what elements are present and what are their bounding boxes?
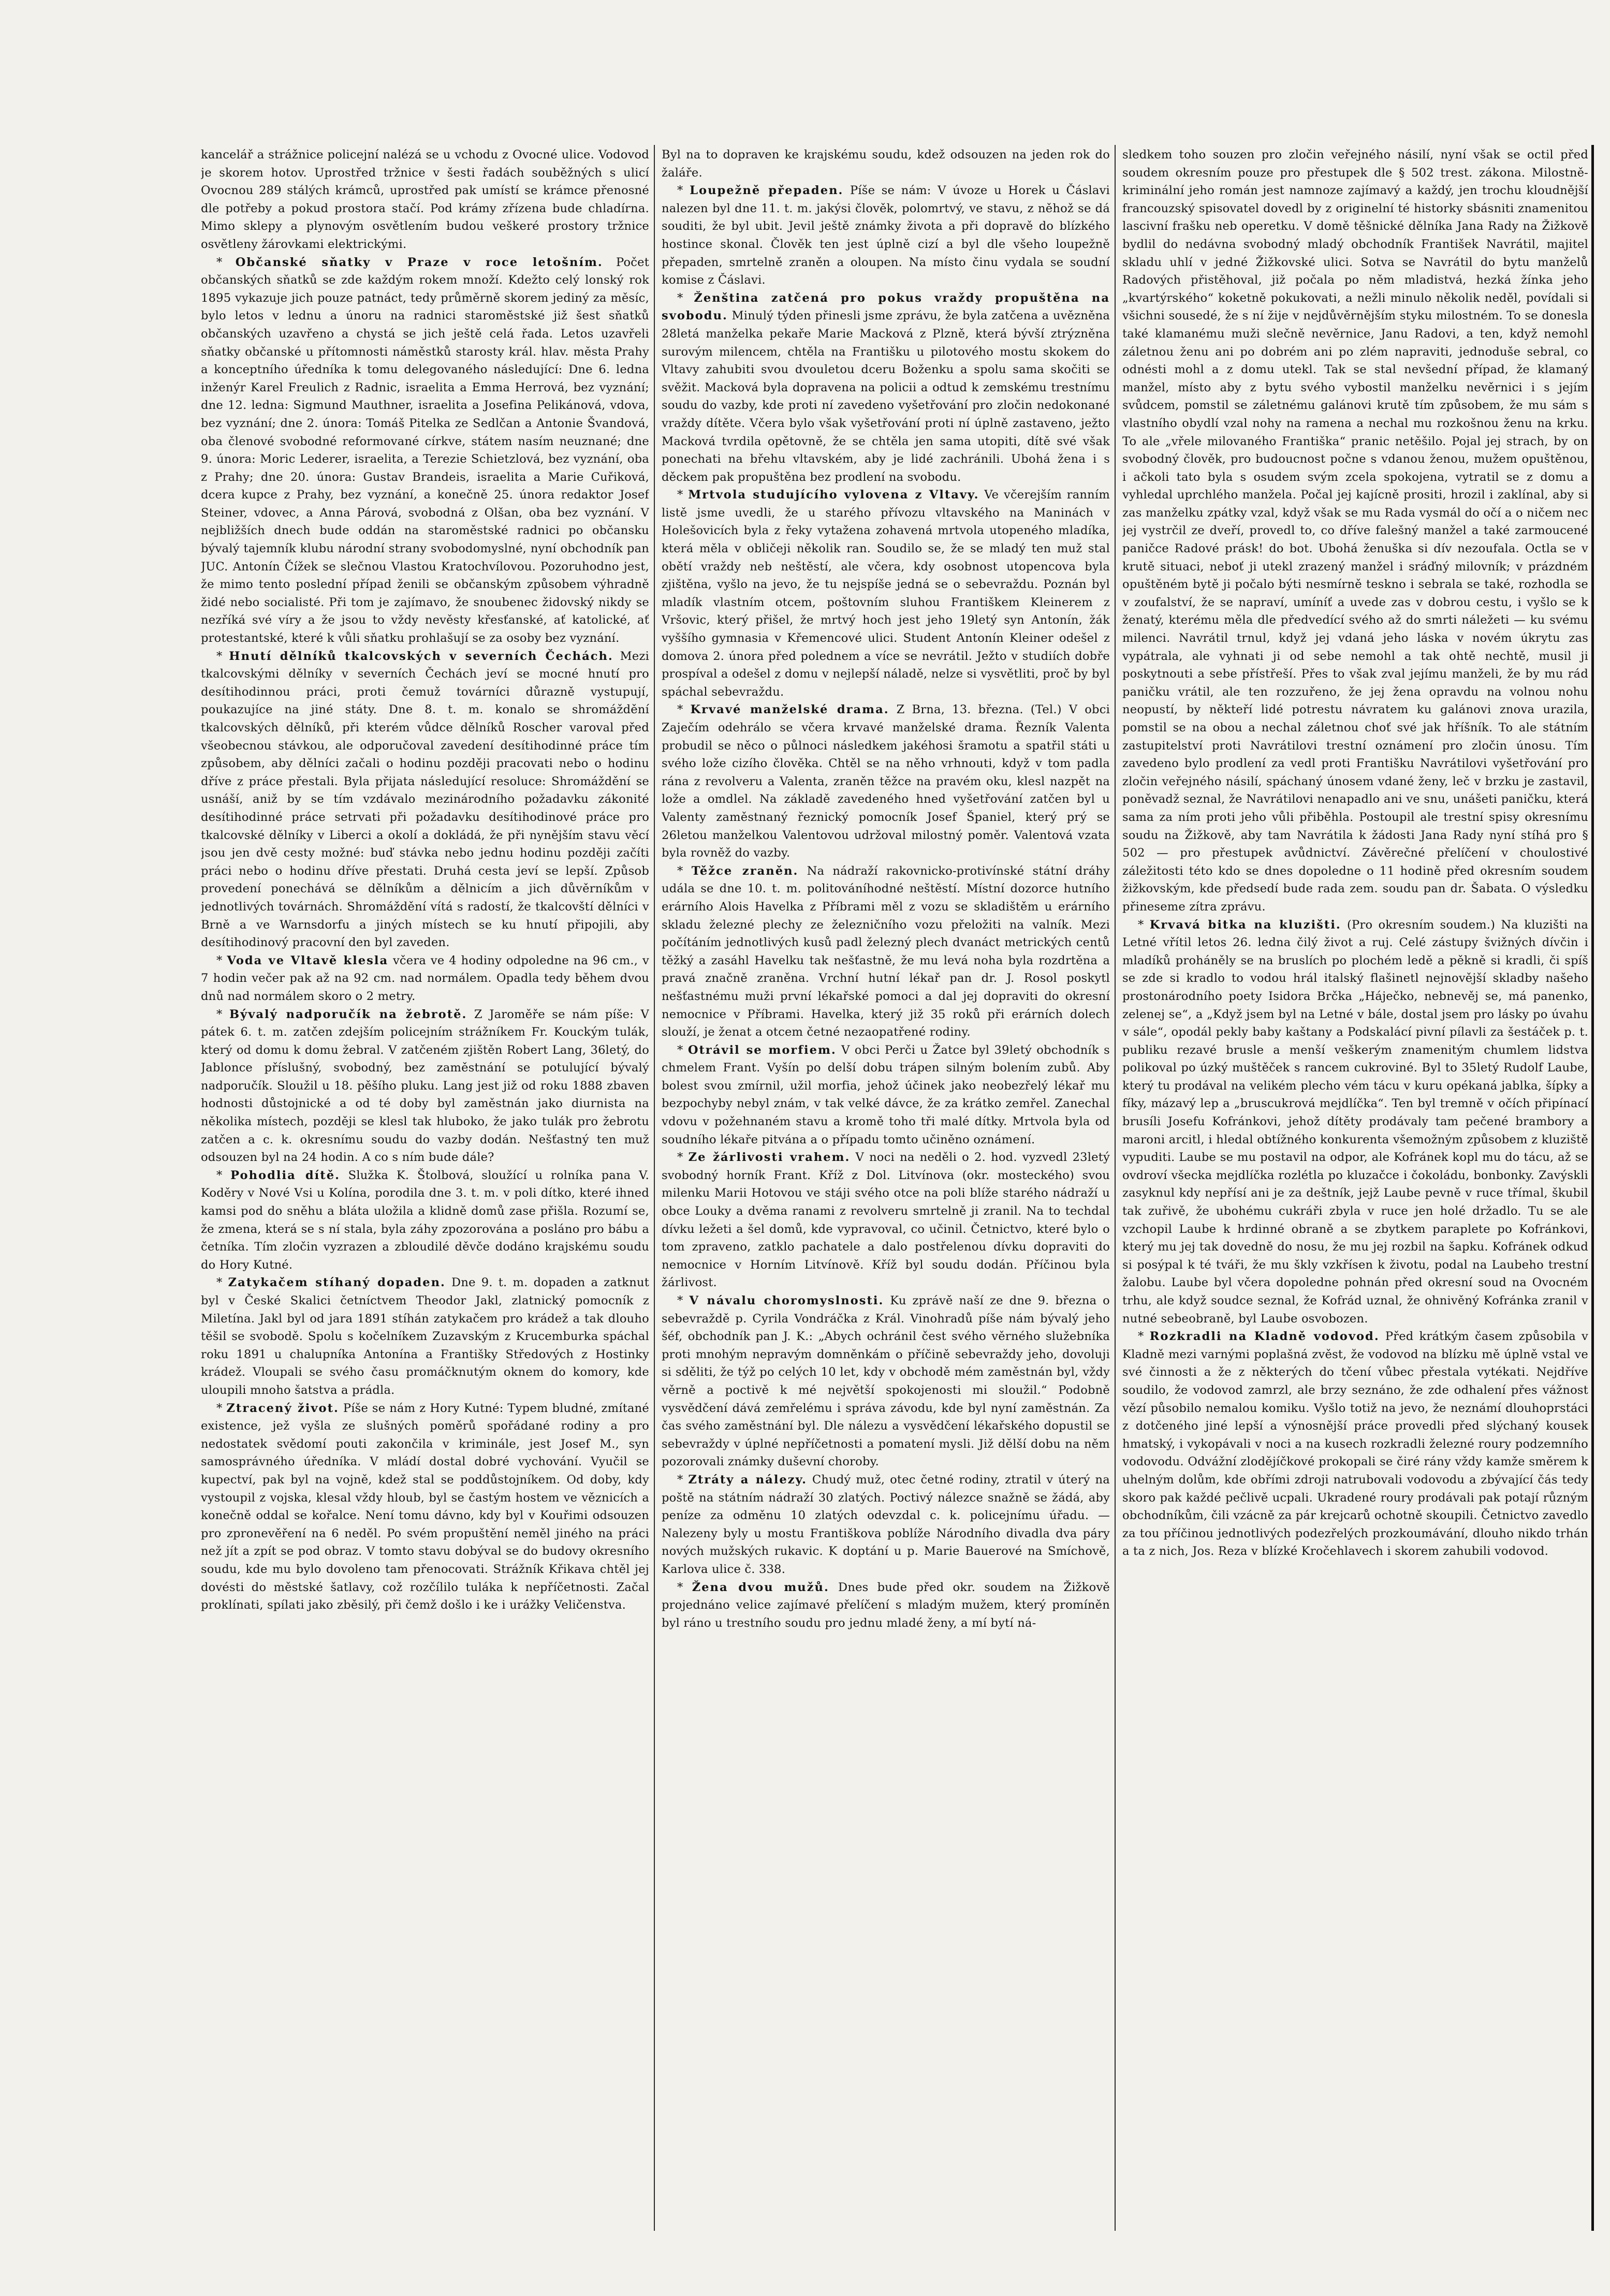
- article-text: (Pro okresním soudem.) Na kluzišti na Letné vřítil letos 26. ledna čilý život a ruj. Celé zástupy švižných dívčin i mladíků proháněly se na bruslích po plochém ledě a pěkně si kradli, či spíš se zde si kradlo to vodou hrál italský flašinetl nejnovější skladby našeho prostonárodního poety Isidora Brčka „Háječko, nebnevěj se, má panenko, zelenej se“, a „Když jsem byl na Letné v bále, dostal jsem pro lásky po úvahu v sále“, opodál pekly baby kaštany a Podskalácí pivní pílavli za šestáček p. t. publiku rezavé brusle a menší veškerým znamenitým chumlem lidstva polikoval po úzký muštěček s rancem cukroviné. Byl to 35letý Rudolf Laube, který tu prodával na velikém plecho vém tácu v kuru opékaná jablka, šípky a fíky, mázavý lep a „bruscukrová mejdlíčka“. Ten byl tremně v očích připínací brusíli Josefu Kofránkovi, jehož dítěty prodávaly tam pečené brambory a maroni arcitl, i hledal obtížného konkurenta všemožným způsobem z kluziště vypuditi. Laube se mu postavil na odpor, ale Kofránek kopl mu do tácu, až se ovdroví všecka mejdlíčka rozlétla po kluzačce i čokoládu, bonbonky. Zavýskli zasyknul kdy nepřísí ani je za deštník, jejž Laube pevně v ruce třímal, škubil tak zuřivě, že ubohému cukráři zbyla v ruce jen holé držadlo. Tu se ale vzchopil Laube k hrdinné obraně a se zbytkem paraplete po Kofránkovi, který mu jej tak dovedně do nosu, že mu jej rozbil na šapku. Kofránek odkud si posýpal k té tváři, že mu škly vzkřísen k životu, podal na Laubeho trestní žalobu. Laube byl včera dopoledne pohnán před okresní soud na Ovocném trhu, ale když soudce seznal, že Kofrád uznal, že ohnivěný Kofránka zranil v nutné sebeobraně, byl Laube osvobozen.: [1122, 918, 1588, 1326]
- article-text: Minulý týden přinesli jsme zprávu, že byla zatčena a uvězněna 28letá manželka pekaře Marie Macková z Plzně, která bývší ztrýzněna surovým milencem, chtěla na Františku u pilotového mostu skokem do Vltavy zahubiti svou dvouletou dceru Boženku a spolu sama skočiti se svěžit. Macková byla dopravena na policii a odtud k zemskému trestnímu soudu do vazby, kde proti ní zavedeno vyšetřování pro zločin nedokonané vraždy dítěte. Včera bylo však vyšetřování proti ní úplně zastaveno, ježto Macková tvrdila opětovně, že se chtěla jen sama utopiti, dítě své však ponechati na břehu vltavském, aby je lidé zachránili. Ubohá žena i s děckem pak propuštěna bez prodlení na svobodu.: [662, 309, 1110, 484]
- news-article: [1122, 146, 1588, 916]
- article-heading: Těžce zraněn.: [691, 864, 799, 878]
- news-article: [201, 146, 649, 254]
- news-article: * Hnutí dělníků tkalcovských v severních Čechách. Mezi tkalcovskými dělníky v severních Čechách jeví se mocné hnutí pro desítihodinnou práci, proti čemuž továrníci důrazně vystupují, poukazujíce na jiné státy. Dne 8. t. m. konalo se shromáždění tkalcovských dělníků, při kterém vůdce dělníků Roscher varoval před všeobecnou stávkou, ale odporučoval zavedení desítihodinné práce tím způsobem, aby dělníci začali o hodinu později pracovati nebo o hodinu dříve z práce přestali. Byla přijata následující resoluce: Shromáždění se usnáší, aniž by se tím vzdávalo mezinárodního požadavku zákonité desítihodinné práce setrvati při požadavku desítihodinové práce pro tkalcovské dělníky v Liberci a okolí a dokládá, že při nynějším stavu věcí jsou jen dvě cesty možné: buď stávka nebo jednu hodinu později začíti práci nebo o hodinu dříve přestati. Druhá cesta jeví se lepší. Způsob provedení ponechává se dělníkům a dělnicím a jich důvěrníkům v jednotlivých továrnách. Shromáždění vítá s radostí, že tkalcovští dělníci v Brně a ve Warnsdorfu a jiných místech se ku hnutí připojili, aby desítihodinový pracovní den byl zaveden.: [201, 649, 649, 950]
- article-text: kancelář a strážnice policejní nalézá se u vchodu z Ovocné ulice. Vodovod je skorem hotov. Uprostřed tržnice v šesti řadách souběžných s ulicí Ovocnou 289 stálých krámců, uprostřed pak umístí se krámce přenosné dle potřeby a pokud prostora stačí. Pod krámy zřízena bude chladírna. Mimo sklepy a plynovým osvětlením budou veškeré prostory tržnice osvětleny žárovkami elektrickými.: [201, 148, 649, 251]
- page-edge: [1591, 145, 1594, 2231]
- article-text: Počet občanských sňatků se zde každým rokem množí. Kdežto celý lonský rok 1895 vykazuje jich pouze patnáct, tedy průměrně skorem jediný za měsíc, bylo letos v lednu a únoru na radnici staroměstské již šest sňatků občanských uzavřeno a chystá se jich ještě celá řada. Letos uzavřeli sňatky občanské u přítomnosti náměstků starosty král. hlav. města Prahy a konceptního úředníka k tomu delegovaného následující: Dne 6. ledna inženýr Karel Freulich z Radnic, israelita a Emma Herrová, bez vyznání; dne 12. ledna: Sigmund Mauthner, israelita a Josefina Pelikánová, vdova, bez vyznání; dne 2. února: Tomáš Pitelka ze Sedlčan a Antonie Švandová, oba členové svobodné reformované církve, státem nasím neuznané; dne 9. února: Moric Lederer, israelita, a Terezie Schietzlová, bez vyznání, oba z Prahy; dne 20. února: Gustav Brandeis, israelita a Marie Cuřiková, dcera kupce z Prahy, bez vyznání, a konečně 25. února redaktor Josef Steiner, vdovec, a Anna Párová, svobodná z Olšan, oba bez vyznání. V nejbližších dnech bude oddán na staroměstské radnici po občansku bývalý tajemník klubu národní strany svobodomyslné, nyní obchodník pan JUC. Antonín Čížek se slečnou Vlastou Kratochvílovou. Pozoruhodno jest, že mimo tento poslední případ ženili se občanským způsobem výhradně židé nebo socialisté. Při tom je zajímavo, že snoubenec židovský nikdy se nezříká své víry a že jsou to vždy nevěsty křesťanské, ať katolické, ať protestantské, které k vůli sňatku prohlašují se za osoby bez vyznání.: [201, 255, 649, 645]
- article-heading: Voda ve Vltavě klesla: [227, 953, 389, 967]
- news-article: * Těžce zraněn. Na nádraží rakovnicko-protivínské státní dráhy udála se dne 10. t. m. politováníhodné neštěstí. Místní dozorce hutního erárního Alois Havelka z Příbrami měl z vozu se skladištěm u erárního skladu železné plechy ze železničního vozu přeložiti na valník. Mezi počítáním jednotlivých kusů padl železný plech dvanáct metrických centů těžký a zasáhl Havelku tak nešťastně, že mu levá noha byla rozdrtěna a pravá značně zraněna. Vrchní hutní lékař pan dr. J. Rosol poskytl nešťastnému muži první lékařské pomoci a dal jej dopraviti do okresní nemocnice v Příbrami. Havelka, který již 35 roků při erárních dolech slouží, je ženat a otcem četné nezaopatřené rodiny.: [662, 864, 1110, 1039]
- article-heading: Bývalý nadporučík na žebrotě.: [229, 1007, 467, 1021]
- article-text: Chudý muž, otec četné rodiny, ztratil v úterý na poště na státním nádraží 30 zlatých. Poctivý nálezce snažně se žádá, aby peníze za odměnu 10 zlatých odevzdal c. k. policejnímu úřadu. — Nalezeny byly u mostu Františkova poblíže Národního divadla dva páry nových mužských rukavic. K doptání u p. Marie Bauerové na Smíchově, Karlova ulice č. 338.: [662, 1473, 1110, 1576]
- text-column-2: [662, 146, 1110, 2232]
- news-article: * Žena dvou mužů. Dnes bude před okr. soudem na Žižkově projednáno velice zajímavé přelíčení s mladým mužem, který promíněn byl ráno u trestního soudu pro jednu mladé ženy, a mí bytí ná-: [662, 1580, 1110, 1630]
- news-article: * Mrtvola studujícího vylovena z Vltavy. Ve včerejším ranním listě jsme uvedli, že u starého přívozu vltavského na Maninách v Holešovicích byla z řeky vytažena zohavená mrtvola utopeného mladíka, která měla v obličeji několik ran. Soudilo se, že se mladý ten muž stal obětí vraždy neb neštěstí, ale včera, kdy osobnost utopencova byla zjištěna, vyšlo na jevo, že tu nejspíše jedná se o sebevraždu. Poznán byl mladík vlastním otcem, poštovním sluhou Františkem Kleinerem z Vršovic, který přišel, že mrtvý hoch jest jeho 19letý syn Antonín, žák vyššího gymnasia v Křemencové ulici. Student Antonín Kleiner odešel z domova 2. února před polednem a více se nevrátil. Ježto v studiích dobře prospíval a odešel z domu v nejlepší náladě, nelze si vysvětliti, proč by byl spáchal sebevraždu.: [662, 488, 1110, 699]
- article-text: Na nádraží rakovnicko-protivínské státní dráhy udála se dne 10. t. m. politováníhodné neštěstí. Místní dozorce hutního erárního Alois Havelka z Příbrami měl z vozu se skladištěm u erárního skladu železné plechy ze železničního vozu přeložiti na valník. Mezi počítáním jednotlivých kusů padl železný plech dvanáct metrických centů těžký a zasáhl Havelku tak nešťastně, že mu levá noha byla rozdrtěna a pravá značně zraněna. Vrchní hutní lékař pan dr. J. Rosol poskytl nešťastnému muži první lékařské pomoci a dal jej dopraviti do okresní nemocnice v Příbrami. Havelka, který již 35 roků při erárních dolech slouží, je ženat a otcem četné nezaopatřené rodiny.: [662, 864, 1110, 1039]
- news-article: * Zatykačem stíhaný dopaden. Dne 9. t. m. dopaden a zatknut byl v České Skalici četníctvem Theodor Jakl, zlatnický pomocník z Miletína. Jakl byl od jara 1891 stíhán zatykačem pro krádež a tak dlouho těšil se svobodě. Spolu s kočelníkem Zuzavským z Krucemburka spáchal roku 1891 u chalupníka Antonína a Františky Středových z Hostinky krádež. Vloupali se svého času promáčknutým oknem do komory, kde uloupili mnoho šatstva a prádla.: [201, 1276, 649, 1397]
- article-text: Dnes bude před okr. soudem na Žižkově projednáno velice zajímavé přelíčení s mladým mužem, který promíněn byl ráno u trestního soudu pro jednu mladé ženy, a mí bytí ná-: [662, 1580, 1110, 1630]
- article-text: Dne 9. t. m. dopaden a zatknut byl v České Skalici četníctvem Theodor Jakl, zlatnický pomocník z Miletína. Jakl byl od jara 1891 stíhán zatykačem pro krádež a tak dlouho těšil se svobodě. Spolu s kočelníkem Zuzavským z Krucemburka spáchal roku 1891 u chalupníka Antonína a Františky Středových z Hostinky krádež. Vloupali se svého času promáčknutým oknem do komory, kde uloupili mnoho šatstva a prádla.: [201, 1276, 649, 1397]
- article-text: Píše se nám z Hory Kutné: Typem bludné, zmítané existence, jež vyšla ze slušných poměrů spořádané rodiny a pro nedostatek svědomí pouti zakončila v kriminále, jest Josef M., syn samosprávného úředníka. V mládí dostal dobré vychování. Vyučil se kupectví, pak byl na vojně, kdež stal se poddůstojníkem. Od doby, kdy vystoupil z vojska, klesal vždy hloub, byl se častým hostem ve věznicích a konečně oddal se kořalce. Není tomu dávno, kdy byl v Kouřimi odsouzen pro zpronevěření na 6 neděl. Po svém propuštění neměl jiného na práci než jít a zpít se pod obraz. V tomto stavu dobýval se do budovy okresního soudu, kde mu bylo dovoleno tam přenocovati. Strážník Křikava chtěl jej dovésti do městské šatlavy, což rozčílilo tuláka k nepříčetnosti. Začal proklínati, spílati jako zběsilý, při čemž došlo i ke i urážky Veličenstva.: [201, 1401, 649, 1612]
- news-article: * Loupežně přepaden. Píše se nám: V úvoze u Horek u Čáslavi nalezen byl dne 11. t. m. jakýsi člověk, polomrtvý, ve stavu, z něhož se dá souditi, že byl ubit. Jevil ještě známky života a při dopravě do blízkého hostince skonal. Člověk ten jest úplně cizí a byl dle všeho loupežně přepaden, smrtelně zraněn a oloupen. Na místo činu vydala se soudní komise z Čáslavi.: [662, 184, 1110, 287]
- article-heading: Ztracený život.: [226, 1401, 339, 1415]
- news-article: * Otrávil se morfiem. V obci Perči u Žatce byl 39letý obchodník s chmelem Frant. Vyšín po delší dobu trápen silným bolením zubů. Aby bolest svou zmírnil, užil morfia, jehož účinek jako neobezřelý lékař mu bezpochyby nebyl znám, v tak velké dávce, že za krátko zemřel. Zanechal vdovu v požehnaném stavu a kromě toho tři malé dítky. Mrtvola byla od soudního lékaře pitvána a o případu tomto učiněno oznámení.: [662, 1043, 1110, 1146]
- article-text: Z Brna, 13. března. (Tel.) V obci Zaječím odehrálo se včera krvavé manželské drama. Řezník Valenta probudil se něco o půlnoci následkem jakéhosi šramotu a spatřil státi u svého lože cizího člověka. Chtěl se na něho vrhnouti, když v tom padla rána z revolveru a Valenta, zraněn těžce na pravém oku, klesl nazpět na lože a omdlel. Na základě zavedeného hned vyšetřování zatčen byl u Valenty zaměstnaný řeznický pomocník Josef Španiel, který prý se 26letou manželkou Valentovou udržoval milostný poměr. Valentová vzata byla rovněž do vazby.: [662, 703, 1110, 860]
- article-text: Ku zprávě naší ze dne 9. března o sebevraždě p. Cyrila Vondráčka z Král. Vinohradů píše nám bývalý jeho šéf, obchodník pan J. K.: „Abych ochránil čest svého věrného služebníka proti mnohým nepravým domněnkám o příčině sebevraždy jeho, dovoluji si sděliti, že týž po celých 10 let, kdy v obchodě mém zaměstnán byl, vždy věrně a poctivě k mé největší spokojenosti mi sloužil.“ Podobně vysvědčení dává zemřelému i správa závodu, kde byl nyní zaměstnán. Za čas svého zaměstnání byl. Dle nálezu a vysvědčení lékařského dopustil se sebevraždy v úplné nepříčetnosti a pomatení mysli. Již dělší dobu na něm pozorovali známky duševní choroby.: [662, 1294, 1110, 1469]
- article-text: Před krátkým časem způsobila v Kladně mezi varnými poplašná zvěst, že vodovod na blízku mě úplně vstal ve své činnosti a že z některých do tčení vůbec přestala vytékati. Nejdříve soudilo, že vodovod zamrzl, ale brzy seznáno, že zde odhalení přes vážnost vězí působilo nemalou komiku. Vyšlo totiž na jevo, že neznámí dlouhoprstáci z dotčeného jiné lepší a výnosnější práce provedli před slýchaný kousek hmatský, i vykopávali v noci a na kusech rozkradli železné roury podzemního vodovodu. Odvážní zlodějíčkové prokopali se čiré rány vždy kamže směrem k uhelným dolům, kde obřími zdroji natrubovali vodovodu a zbývající čás tedy skoro pak každé pečlivě ucpali. Ukradené roury prodávali pak potají různým obchodníkům, čili vzácně za pár krejcarů ochotně skoupili. Četnictvo zavedlo za tou příčinou jednotlivých podezřelých prozkoumávání, dlouho nikdo trhán a ta z nich, Jos. Reza v blízké Kročehlavech i skorem zahubili vodovod.: [1122, 1330, 1588, 1558]
- news-article: * Ztráty a nálezy. Chudý muž, otec četné rodiny, ztratil v úterý na poště na státním nádraží 30 zlatých. Poctivý nálezce snažně se žádá, aby peníze za odměnu 10 zlatých odevzdal c. k. policejnímu úřadu. — Nalezeny byly u mostu Františkova poblíže Národního divadla dva páry nových mužských rukavic. K doptání u p. Marie Bauerové na Smíchově, Karlova ulice č. 338.: [662, 1473, 1110, 1576]
- news-article: * Rozkradli na Kladně vodovod. Před krátkým časem způsobila v Kladně mezi varnými poplašná zvěst, že vodovod na blízku mě úplně vstal ve své činnosti a že z některých do tčení vůbec přestala vytékati. Nejdříve soudilo, že vodovod zamrzl, ale brzy seznáno, že zde odhalení přes vážnost vězí působilo nemalou komiku. Vyšlo totiž na jevo, že neznámí dlouhoprstáci z dotčeného jiné lepší a výnosnější práce provedli před slýchaný kousek hmatský, i vykopávali v noci a na kusech rozkradli železné roury podzemního vodovodu. Odvážní zlodějíčkové prokopali se čiré rány vždy kamže směrem k uhelným dolům, kde obřími zdroji natrubovali vodovodu a zbývající čás tedy skoro pak každé pečlivě ucpali. Ukradené roury prodávali pak potají různým obchodníkům, čili vzácně za pár krejcarů ochotně skoupili. Četnictvo zavedlo za tou příčinou jednotlivých podezřelých prozkoumávání, dlouho nikdo trhán a ta z nich, Jos. Reza v blízké Kročehlavech i skorem zahubili vodovod.: [1122, 1330, 1588, 1558]
- article-heading: Pohodlia dítě.: [230, 1168, 340, 1182]
- news-article: * Bývalý nadporučík na žebrotě. Z Jaroměře se nám píše: V pátek 6. t. m. zatčen zdejším policejním strážníkem Fr. Kouckým tulák, který od domu k domu žebral. V zatčeném zjištěn Robert Lang, 36letý, do Jablonce příslušný, svobodný, bez zaměstnání se potulující bývalý nadporučík. Sloužil u 18. pěšího pluku. Lang jest již od roku 1888 zbaven hodnosti důstojnické a od té doby byl zaměstnán jako diurnista na několika místech, později se klesl tak hluboko, že jako tulák pro žebrotu zatčen a c. k. okresnímu soudu do vazby dodán. Nešťastný ten muž odsouzen byl na 24 hodin. A co s ním bude dále?: [201, 1007, 649, 1165]
- article-heading: Ženština zatčená pro pokus vraždy propuštěna na svobodu.: [662, 291, 1110, 323]
- text-column-1: [201, 146, 649, 2232]
- column-divider: [1115, 145, 1116, 2231]
- article-heading: Zatykačem stíhaný dopaden.: [228, 1276, 446, 1290]
- column-divider: [654, 145, 655, 2231]
- article-heading: Krvavá bitka na kluzišti.: [1149, 918, 1341, 932]
- article-heading: Ztráty a nálezy.: [688, 1473, 808, 1486]
- news-article: * Voda ve Vltavě klesla včera ve 4 hodiny odpoledne na 96 cm., v 7 hodin večer pak až na 92 cm. nad normálem. Opadla tedy během dvou dnů nad normálem skoro o 2 metry.: [201, 953, 649, 1003]
- news-article: * Ztracený život. Píše se nám z Hory Kutné: Typem bludné, zmítané existence, jež vyšla ze slušných poměrů spořádané rodiny a pro nedostatek svědomí pouti zakončila v kriminále, jest Josef M., syn samosprávného úředníka. V mládí dostal dobré vychování. Vyučil se kupectví, pak byl na vojně, kdež stal se poddůstojníkem. Od doby, kdy vystoupil z vojska, klesal vždy hloub, byl se častým hostem ve věznicích a konečně oddal se kořalce. Není tomu dávno, kdy byl v Kouřimi odsouzen pro zpronevěření na 6 neděl. Po svém propuštění neměl jiného na práci než jít a zpít se pod obraz. V tomto stavu dobýval se do budovy okresního soudu, kde mu bylo dovoleno tam přenocovati. Strážník Křikava chtěl jej dovésti do městské šatlavy, což rozčílilo tuláka k nepříčetnosti. Začal proklínati, spílati jako zběsilý, při čemž došlo i ke i urážky Veličenstva.: [201, 1401, 649, 1612]
- news-article: * Krvavé manželské drama. Z Brna, 13. března. (Tel.) V obci Zaječím odehrálo se včera krvavé manželské drama. Řezník Valenta probudil se něco o půlnoci následkem jakéhosi šramotu a spatřil státi u svého lože cizího člověka. Chtěl se na něho vrhnouti, když v tom padla rána z revolveru a Valenta, zraněn těžce na pravém oku, klesl nazpět na lože a omdlel. Na základě zavedeného hned vyšetřování zatčen byl u Valenty zaměstnaný řeznický pomocník Josef Španiel, který prý se 26letou manželkou Valentovou udržoval milostný poměr. Valentová vzata byla rovněž do vazby.: [662, 703, 1110, 860]
- article-text: V obci Perči u Žatce byl 39letý obchodník s chmelem Frant. Vyšín po delší dobu trápen silným bolením zubů. Aby bolest svou zmírnil, užil morfia, jehož účinek jako neobezřelý lékař mu bezpochyby nebyl znám, v tak velké dávce, že za krátko zemřel. Zanechal vdovu v požehnaném stavu a kromě toho tři malé dítky. Mrtvola byla od soudního lékaře pitvána a o případu tomto učiněno oznámení.: [662, 1043, 1110, 1146]
- news-article: * Občanské sňatky v Praze v roce letošním. Počet občanských sňatků se zde každým rokem množí. Kdežto celý lonský rok 1895 vykazuje jich pouze patnáct, tedy průměrně skorem jediný za měsíc, bylo letos v lednu a únoru na radnici staroměstské již šest sňatků občanských uzavřeno a chystá se jich ještě celá řada. Letos uzavřeli sňatky občanské u přítomnosti náměstků starosty král. hlav. města Prahy a konceptního úředníka k tomu delegovaného následující: Dne 6. ledna inženýr Karel Freulich z Radnic, israelita a Emma Herrová, bez vyznání; dne 12. ledna: Sigmund Mauthner, israelita a Josefina Pelikánová, vdova, bez vyznání; dne 2. února: Tomáš Pitelka ze Sedlčan a Antonie Švandová, oba členové svobodné reformované církve, státem nasím neuznané; dne 9. února: Moric Lederer, israelita, a Terezie Schietzlová, bez vyznání, oba z Prahy; dne 20. února: Gustav Brandeis, israelita a Marie Cuřiková, dcera kupce z Prahy, bez vyznání, a konečně 25. února redaktor Josef Steiner, vdovec, a Anna Párová, svobodná z Olšan, oba bez vyznání. V nejbližších dnech bude oddán na staroměstské radnici po občansku bývalý tajemník klubu národní strany svobodomyslné, nyní obchodník pan JUC. Antonín Čížek se slečnou Vlastou Kratochvílovou. Pozoruhodno jest, že mimo tento poslední případ ženili se občanským způsobem výhradně židé nebo socialisté. Při tom je zajímavo, že snoubenec židovský nikdy se nezříká své víry a že jsou to vždy nevěsty křesťanské, ať katolické, ať protestantské, které k vůli sňatku prohlašují se za osoby bez vyznání.: [201, 255, 649, 645]
- article-heading: Loupežně přepaden.: [690, 184, 844, 198]
- article-text: Ve včerejším ranním listě jsme uvedli, že u starého přívozu vltavského na Maninách v Holešovicích byla z řeky vytažena zohavená mrtvola utopeného mladíka, která měla v obličeji několik ran. Soudilo se, že se mladý ten muž stal obětí vraždy neb neštěstí, ale včera, kdy osobnost utopencova byla zjištěna, vyšlo na jevo, že tu nejspíše jedná se o sebevraždu. Poznán byl mladík vlastním otcem, poštovním sluhou Františkem Kleinerem z Vršovic, který přišel, že mrtvý hoch jest jeho 19letý syn Antonín, žák vyššího gymnasia v Křemencové ulici. Student Antonín Kleiner odešel z domova 2. února před polednem a více se nevrátil. Ježto v studiích dobře prospíval a odešel z domu v nejlepší náladě, nelze si vysvětliti, proč by byl spáchal sebevraždu.: [662, 488, 1110, 699]
- article-heading: Otrávil se morfiem.: [687, 1043, 837, 1057]
- news-article: * Ženština zatčená pro pokus vraždy propuštěna na svobodu. Minulý týden přinesli jsme zprávu, že byla zatčena a uvězněna 28letá manželka pekaře Marie Macková z Plzně, která bývší ztrýzněna surovým milencem, chtěla na Františku u pilotového mostu skokem do Vltavy zahubiti svou dvouletou dceru Boženku a spolu sama skočiti se svěžit. Macková byla dopravena na policii a odtud k zemskému trestnímu soudu do vazby, kde proti ní zavedeno vyšetřování pro zločin nedokonané vraždy dítěte. Včera bylo však vyšetřování proti ní úplně zastaveno, ježto Macková tvrdila opětovně, že se chtěla jen sama utopiti, dítě své však ponechati na břehu vltavském, aby je lidé zachránili. Ubohá žena i s děckem pak propuštěna bez prodlení na svobodu.: [662, 291, 1110, 484]
- news-article: * V návalu choromyslnosti. Ku zprávě naší ze dne 9. března o sebevraždě p. Cyrila Vondráčka z Král. Vinohradů píše nám bývalý jeho šéf, obchodník pan J. K.: „Abych ochránil čest svého věrného služebníka proti mnohým nepravým domněnkám o příčině sebevraždy jeho, dovoluji si sděliti, že týž po celých 10 let, kdy v obchodě mém zaměstnán byl, vždy věrně a poctivě k mé největší spokojenosti mi sloužil.“ Podobně vysvědčení dává zemřelému i správa závodu, kde byl nyní zaměstnán. Za čas svého zaměstnání byl. Dle nálezu a vysvědčení lékařského dopustil se sebevraždy v úplné nepříčetnosti a pomatení mysli. Již dělší dobu na něm pozorovali známky duševní choroby.: [662, 1294, 1110, 1469]
- article-text: Služka K. Štolbová, sloužící u rolníka pana V. Koděry v Nové Vsi u Kolína, porodila dne 3. t. m. v poli dítko, které ihned kamsi pod do sněhu a bláta uložila a klidně domů zase přišla. Rozumí se, že zmena, která se s ní stala, byla záhy zpozorována a posláno pro bábu a četníka. Tím zločin vyzrazen a zbloudilé děvče dodáno krajskému soudu do Hory Kutné.: [201, 1168, 649, 1272]
- news-article: * Pohodlia dítě. Služka K. Štolbová, sloužící u rolníka pana V. Koděry v Nové Vsi u Kolína, porodila dne 3. t. m. v poli dítko, které ihned kamsi pod do sněhu a bláta uložila a klidně domů zase přišla. Rozumí se, že zmena, která se s ní stala, byla záhy zpozorována a posláno pro bábu a četníka. Tím zločin vyzrazen a zbloudilé děvče dodáno krajskému soudu do Hory Kutné.: [201, 1168, 649, 1272]
- article-heading: Žena dvou mužů.: [692, 1580, 829, 1594]
- news-article: * Ze žárlivosti vrahem. V noci na neděli o 2. hod. vyzvedl 23letý svobodný horník Frant. Kříž z Dol. Litvínova (okr. mosteckého) svou milenku Marii Hotovou ve stáji svého otce na poli blíže starého nádraží u obce Louky a dvěma ranami z revolveru smrtelně ji zranil. Na to techdal dívku ležeti a šel domů, kde vypravoval, co učinil. Četnictvo, které bylo o tom zpraveno, zatklo pachatele a dalo postřelenou dívku dopraviti do nemocnice v Horním Litvínově. Kříž byl soudu dodán. Příčinou byla žárlivost.: [662, 1151, 1110, 1290]
- article-text: V noci na neděli o 2. hod. vyzvedl 23letý svobodný horník Frant. Kříž z Dol. Litvínova (okr. mosteckého) svou milenku Marii Hotovou ve stáji svého otce na poli blíže starého nádraží u obce Louky a dvěma ranami z revolveru smrtelně ji zranil. Na to techdal dívku ležeti a šel domů, kde vypravoval, co učinil. Četnictvo, které bylo o tom zpraveno, zatklo pachatele a dalo postřelenou dívku dopraviti do nemocnice v Horním Litvínově. Kříž byl soudu dodán. Příčinou byla žárlivost.: [662, 1151, 1110, 1290]
- article-heading: Občanské sňatky v Praze v roce letošním.: [235, 255, 603, 269]
- article-text: Byl na to dopraven ke krajskému soudu, kdež odsouzen na jeden rok do žaláře.: [662, 148, 1110, 180]
- article-text: Z Jaroměře se nám píše: V pátek 6. t. m. zatčen zdejším policejním strážníkem Fr. Kouckým tulák, který od domu k domu žebral. V zatčeném zjištěn Robert Lang, 36letý, do Jablonce příslušný, svobodný, bez zaměstnání se potulující bývalý nadporučík. Sloužil u 18. pěšího pluku. Lang jest již od roku 1888 zbaven hodnosti důstojnické a od té doby byl zaměstnán jako diurnista na několika místech, později se klesl tak hluboko, že jako tulák pro žebrotu zatčen a c. k. okresnímu soudu do vazby dodán. Nešťastný ten muž odsouzen byl na 24 hodin. A co s ním bude dále?: [201, 1007, 649, 1165]
- article-text: Píše se nám: V úvoze u Horek u Čáslavi nalezen byl dne 11. t. m. jakýsi člověk, polomrtvý, ve stavu, z něhož se dá souditi, že byl ubit. Jevil ještě známky života a při dopravě do blízkého hostince skonal. Člověk ten jest úplně cizí a byl dle všeho loupežně přepaden, smrtelně zraněn a oloupen. Na místo činu vydala se soudní komise z Čáslavi.: [662, 184, 1110, 287]
- article-heading: V návalu choromyslnosti.: [689, 1294, 884, 1307]
- text-column-3: [1122, 146, 1588, 2232]
- article-text: včera ve 4 hodiny odpoledne na 96 cm., v 7 hodin večer pak až na 92 cm. nad normálem. Opadla tedy během dvou dnů nad normálem skoro o 2 metry.: [201, 953, 649, 1003]
- article-heading: Mrtvola studujícího vylovena z Vltavy.: [688, 488, 979, 502]
- news-article: [662, 146, 1110, 182]
- article-heading: Rozkradli na Kladně vodovod.: [1149, 1330, 1380, 1344]
- article-heading: Hnutí dělníků tkalcovských v severních Čechách.: [229, 649, 613, 663]
- article-heading: Ze žárlivosti vrahem.: [688, 1151, 851, 1165]
- article-heading: Krvavé manželské drama.: [690, 703, 889, 717]
- article-text: Mezi tkalcovskými dělníky v severních Čechách jeví se mocné hnutí pro desítihodinnou práci, proti čemuž továrníci důrazně vystupují, poukazujíce na jiné státy. Dne 8. t. m. konalo se shromáždění tkalcovských dělníků, při kterém vůdce dělníků Roscher varoval před všeobecnou stávkou, ale odporučoval zavedení desítihodinné práce tím způsobem, aby dělníci začali o hodinu později pracovati nebo o hodinu dříve z práce přestali. Byla přijata následující resoluce: Shromáždění se usnáší, aniž by se tím vzdávalo mezinárodního požadavku zákonité desítihodinné práce setrvati při požadavku desítihodinové práce pro tkalcovské dělníky v Liberci a okolí a dokládá, že při nynějším stavu věcí jsou jen dvě cesty možné: buď stávka nebo jednu hodinu později začíti práci nebo o hodinu dříve přestati. Druhá cesta jeví se lepší. Způsob provedení ponechává se dělníkům a dělnicím a jich důvěrníkům v jednotlivých továrnách. Shromáždění vítá s radostí, že tkalcovští dělníci v Brně a ve Warnsdorfu a jiných místech se ku hnutí připojili, aby desítihodinový pracovní den byl zaveden.: [201, 649, 649, 950]
- article-text: sledkem toho souzen pro zločin veřejného násilí, nyní však se octil před soudem okresním pouze pro přestupek dle § 502 trest. zákona. Milostně-kriminální jeho román jest namnoze zajímavý a každý, jen trochu kloudnější francouzský spisovatel dovedl by z originelní té historky sbásniti znamenitou lascivní frašku neb operetku. V domě těšnické dělníka Jana Rady na Žižkově bydlil do nedávna svobodný mladý obchodník František Navrátil, majitel skladu uhlí v jedné Žižkovské ulici. Sotva se Navrátil do bytu manželů Radových přistěhoval, již počala po něm mladistvá, hezká žínka jeho „kvartýrského“ koketně pokukovati, a nežli minulo několik neděl, povídali si všichni sousedé, že s ní žije v nejdůvěrnějším styku milostném. To se donesla také klamanému muži slečně nevěrnice, Janu Radovi, a ten, když nemohl záletnou ženu ani po dobrém ani po zlém napraviti, jednoduše sebral, co odnésti mohl a z domu utekl. Tak se stal nevšední případ, že klamaný manžel, místo aby z bytu svého vybostil manželku nevěrnici i s jejím svůdcem, pomstil se záletnému galánovi krutě tím způsobem, že mu sám s vlastního obydlí vzal nohy na ramena a nechal mu rozkošnou ženu na krku. To ale „vřele milovaného Františka“ pranic netěšilo. Pojal jej strach, by on svobodný člověk, pro budoucnost počne s vdanou ženou, mužem opuštěnou, i ačkoli tato byla s osudem svým zcela spokojena, vytratil se z domu a vyhledal uprchlého manžela. Počal jej kajícně prositi, hrozil i zaklínal, aby si zas manželku zpátky vzal, když však se mu Rada vysmál do očí a o ničem nec jej vystrčil ze dveří, provedl to, co dříve falešný manžel a také zarmoucené paničce Radové prásk! do bot. Ubohá ženuška si dív nezoufala. Octla se v krutě situaci, neboť ji utekl zrazený manžel i sráďný milovník; v prázdném opuštěném bytě ji počalo býti nesmírně teskno i sebrala se také, rozhodla se v zoufalství, že se napraví, umíníť a uvede zas v dobrou cestu, i vyšlo se k ženatý, kterému měla dle předvedící svého až do smrti náležeti — ku svému milenci. Navrátil trnul, když jej vdaná jeho láska v novém úkrytu zas vypátrala, ale vyhnati ji od sebe nemohl a tak ohtě nechtě, musil ji poskytnouti a sebe přístřeší. Přes to však zval jejímu manželi, že by mu rád paničku vrátil, ale ten rozzuřeno, že jej žena opravdu na volnou nohu neopustí, by někteří lidé potrestu návratem ku galánovi znova urazila, pomstil se na obou a nechal záletnou choť své jak hříšník. To ale státním zastupitelství proti Navrátilovi trestní oznámení pro zločin únosu. Tím zavedeno bylo prodlení za vedl proti Františku Navrátilovi vyšetřování pro zločin veřejného násilí, spáchaný únosem vdané ženy, leč v brzku je zastavil, poněvadž seznal, že Navrátilovi nenapadlo ani ve snu, unášeti paničku, která sama za ním proti jeho vůli přiběhla. Postoupil ale trestní spisy okresnímu soudu na Žižkově, aby tam Navrátila k žádosti Jana Rady nyní stíhá pro § 502 — pro přestupek avůdnictví. Závěrečné přelíčení v choulostivé záležitosti této kdo se dnes dopoledne o 11 hodině před okresním soudem žižkovským, kde předsedí bude rada zem. soudu pan dr. Šabata. O výsledku přineseme zítra zprávu.: [1122, 148, 1588, 914]
- news-article: * Krvavá bitka na kluzišti. (Pro okresním soudem.) Na kluzišti na Letné vřítil letos 26. ledna čilý život a ruj. Celé zástupy švižných dívčin i mladíků proháněly se na bruslích po plochém ledě a pěkně si kradli, či spíš se zde si kradlo to vodou hrál italský flašinetl nejnovější skladby našeho prostonárodního poety Isidora Brčka „Háječko, nebnevěj se, má panenko, zelenej se“, a „Když jsem byl na Letné v bále, dostal jsem pro lásky po úvahu v sále“, opodál pekly baby kaštany a Podskalácí pivní pílavli za šestáček p. t. publiku rezavé brusle a menší veškerým znamenitým chumlem lidstva polikoval po úzký muštěček s rancem cukroviné. Byl to 35letý Rudolf Laube, který tu prodával na velikém plecho vém tácu v kuru opékaná jablka, šípky a fíky, mázavý lep a „bruscukrová mejdlíčka“. Ten byl tremně v očích připínací brusíli Josefu Kofránkovi, jehož dítěty prodávaly tam pečené brambory a maroni arcitl, i hledal obtížného konkurenta všemožným způsobem z kluziště vypuditi. Laube se mu postavil na odpor, ale Kofránek kopl mu do tácu, až se ovdroví všecka mejdlíčka rozlétla po kluzačce i čokoládu, bonbonky. Zavýskli zasyknul kdy nepřísí ani je za deštník, jejž Laube pevně v ruce třímal, škubil tak zuřivě, že ubohému cukráři zbyla v ruce jen holé držadlo. Tu se ale vzchopil Laube k hrdinné obraně a se zbytkem paraplete po Kofránkovi, který mu jej tak dovedně do nosu, že mu jej rozbil na šapku. Kofránek odkud si posýpal k té tváři, že mu škly vzkřísen k životu, podal na Laubeho trestní žalobu. Laube byl včera dopoledne pohnán před okresní soud na Ovocném trhu, ale když soudce seznal, že Kofrád uznal, že ohnivěný Kofránka zranil v nutné sebeobraně, byl Laube osvobozen.: [1122, 918, 1588, 1326]
